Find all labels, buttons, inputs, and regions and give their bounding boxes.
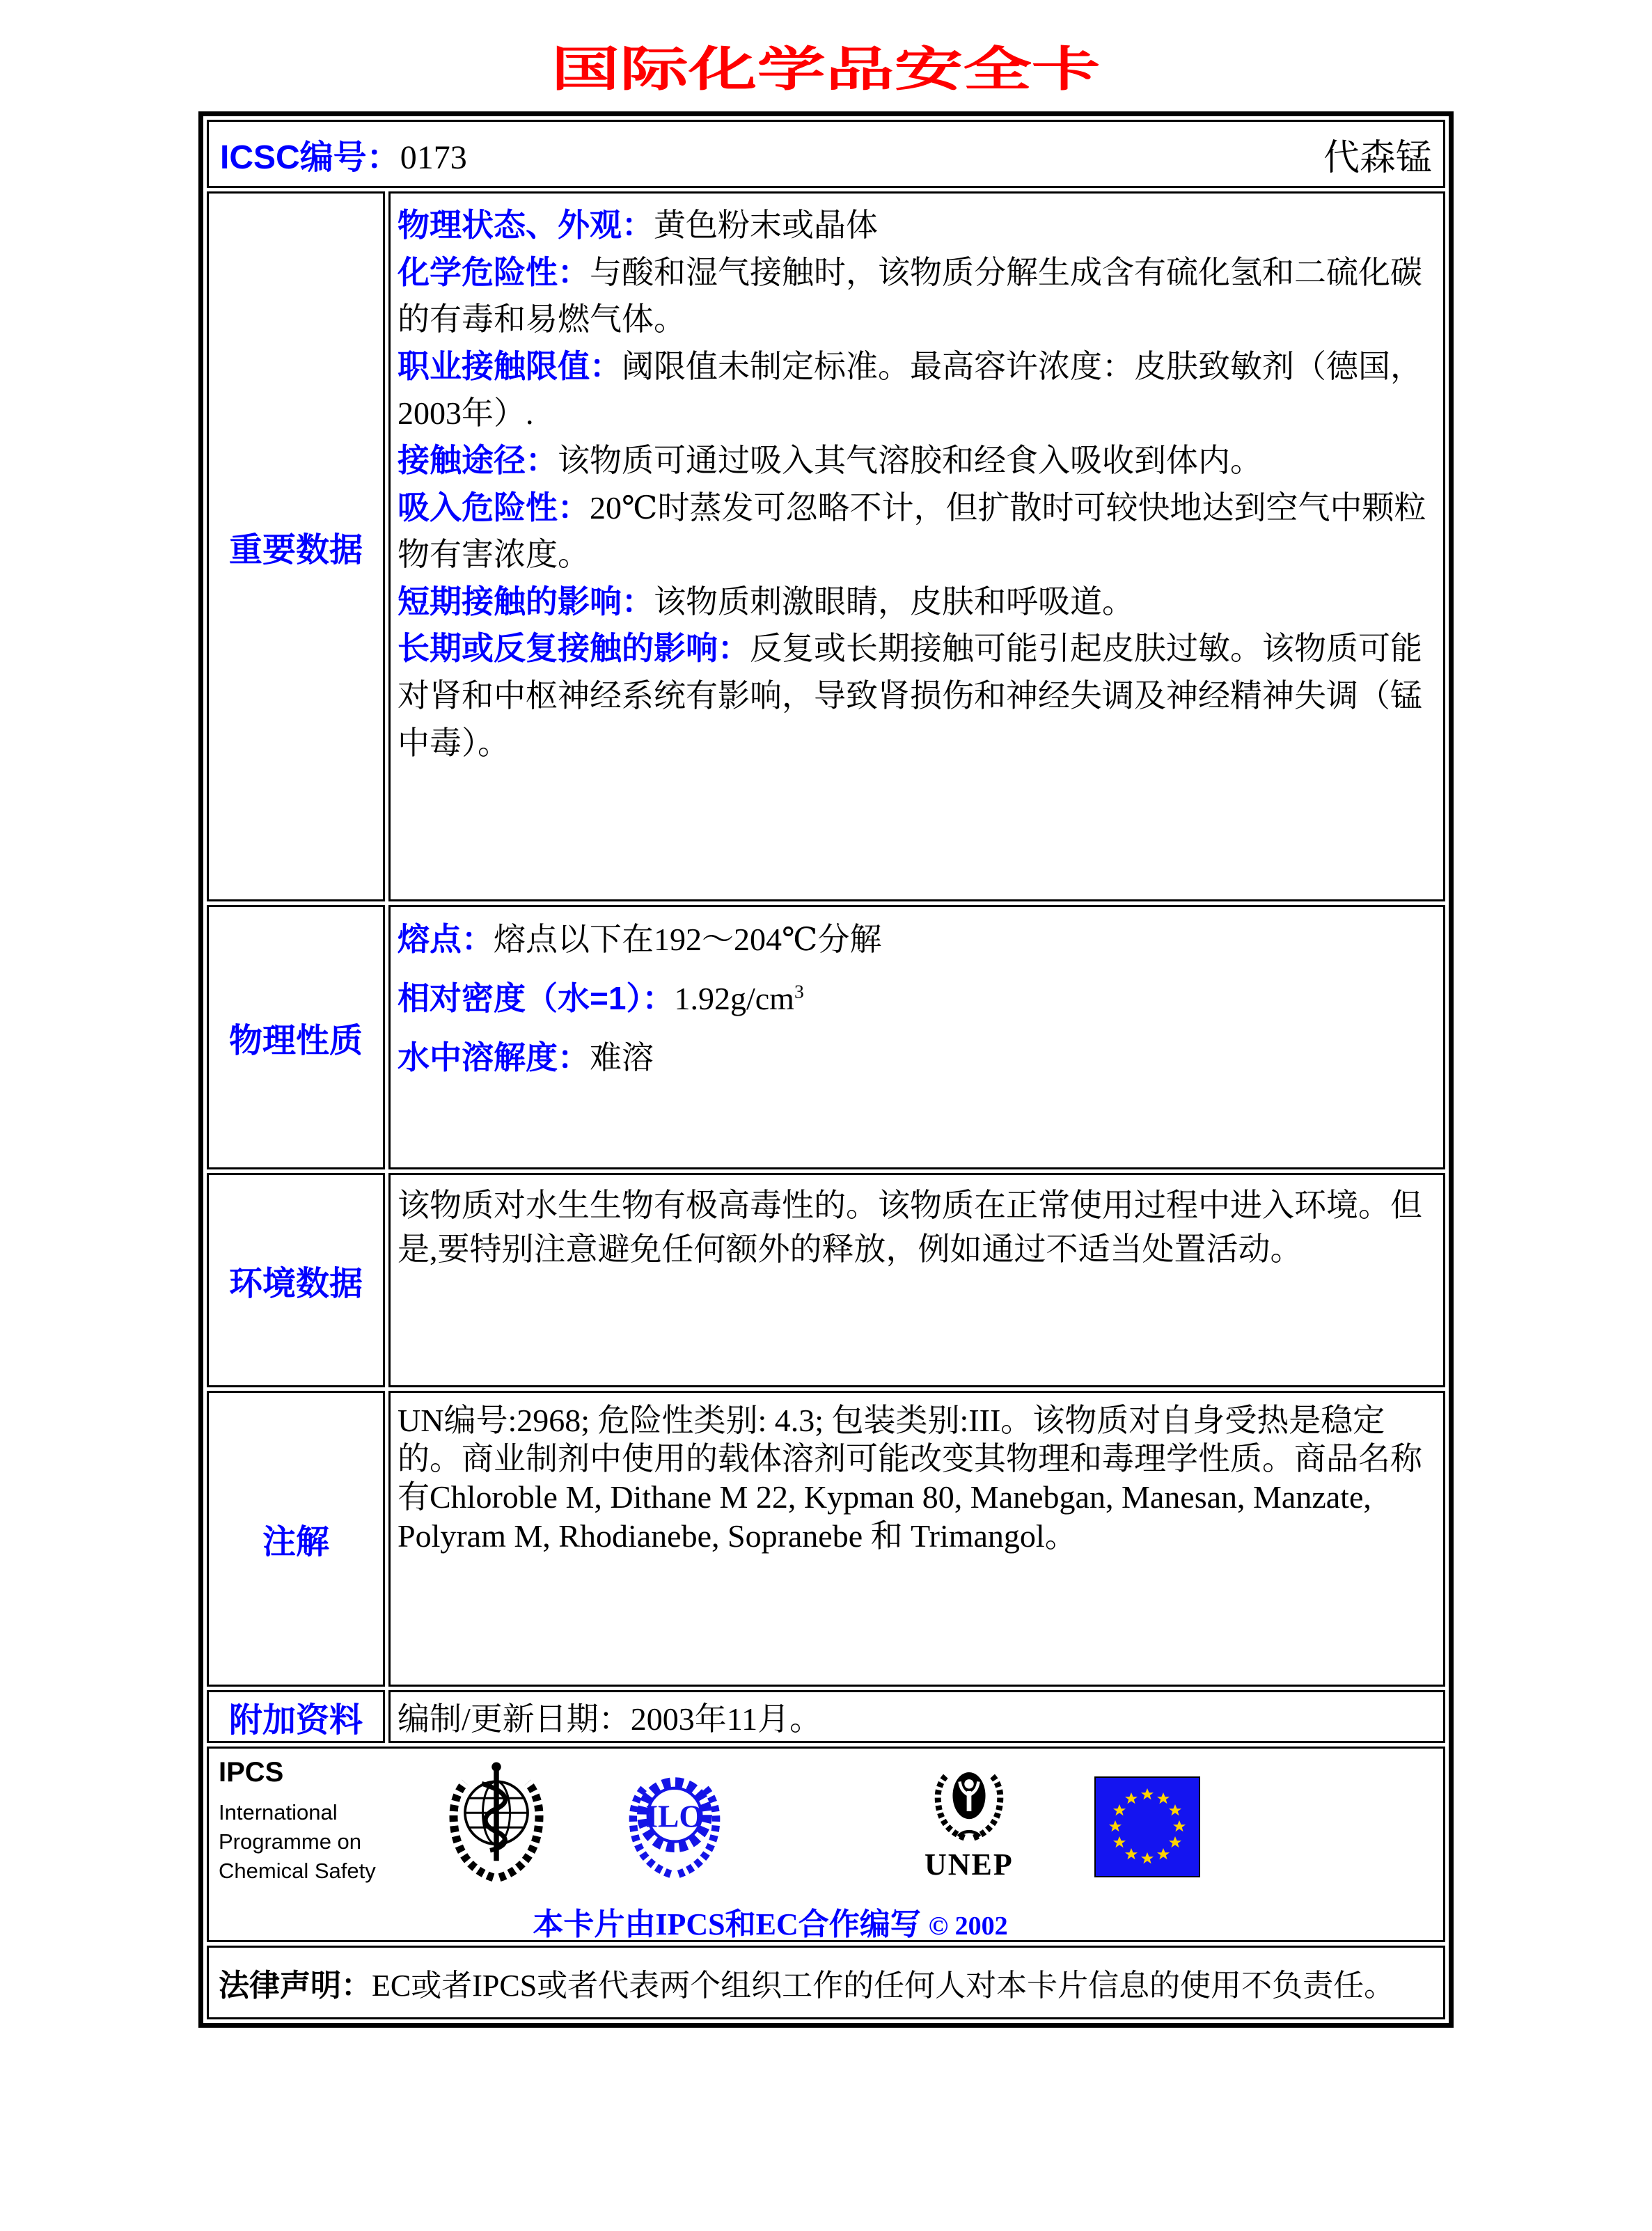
important-data-content (388, 191, 1445, 901)
header-row (207, 120, 1445, 188)
who-logo-icon (444, 1758, 549, 1893)
entry-inhalation-risk (398, 484, 1431, 578)
legal-notice-label: 法律声明： (219, 1969, 372, 2003)
entry-chemical-danger (398, 249, 1431, 343)
section-label-environmental-data: 环境数据 (207, 1173, 385, 1387)
ipcs-line-3: Chemical Safety (219, 1858, 376, 1883)
entry-exposure-route (398, 437, 1431, 484)
icsc-number-group (220, 130, 467, 178)
notes-text: UN编号:2968; 危险性类别: 4.3; 包装类别:III。该物质对自身受热是稳定的。商业制剂中使用的载体溶剂可能改变其物理和毒理学性质。商品名称有Chloroble M, Dithane M 22, Kypman 80, Manebgan, Manesan, Manzate, Polyram M, Rhodianebe, Sopranebe 和 Trimangol。 (398, 1403, 1422, 1554)
entry-text: 该物质可通过吸入其气溶胶和经食入吸收到体内。 (558, 443, 1262, 479)
entry-melting-point (398, 915, 1431, 963)
entry-text: 20℃时蒸发可忽略不计，但扩散时可较快地达到空气中颗粒物有害浓度。 (398, 489, 1426, 573)
environmental-data-content (388, 1173, 1445, 1387)
header-cell (207, 120, 1445, 188)
entry-label: 相对密度（水=1）： (398, 980, 675, 1016)
entry-text: 熔点以下在192～204℃分解 (494, 922, 882, 957)
ilo-logo-letters: ILO (645, 1799, 704, 1834)
copyright-text: © 2002 (928, 1911, 1008, 1941)
entry-text: 反复或长期接触可能引起皮肤过敏。该物质可能对肾和中枢神经系统有影响，导致肾损伤和神经失调及神经精神失调（锰中毒）。 (398, 631, 1422, 761)
ipcs-text-block (219, 1757, 376, 1886)
page-title (0, 0, 1652, 102)
entry-superscript: 3 (794, 980, 804, 1002)
row-environmental-data (207, 1173, 1445, 1387)
entry-label: 长期或反复接触的影响： (398, 630, 750, 667)
substance-name: 代森锰 (1323, 138, 1432, 178)
row-legal-notice (207, 1946, 1445, 2019)
entry-text: 该物质刺激眼睛，皮肤和呼吸道。 (654, 583, 1134, 620)
entry-text: 难溶 (590, 1040, 654, 1075)
cooperation-caption (209, 1899, 1443, 1942)
ipcs-line-1: International (219, 1800, 338, 1824)
row-physical-properties (207, 905, 1445, 1169)
unep-logo-text: UNEP (925, 1847, 1014, 1882)
safety-card-table (198, 111, 1454, 2028)
row-notes (207, 1391, 1445, 1687)
entry-short-term-effects (398, 578, 1431, 626)
entry-label: 接触途径： (398, 442, 558, 479)
legal-notice-text: EC或者IPCS或者代表两个组织工作的任何人对本卡片信息的使用不负责任。 (372, 1969, 1395, 2003)
eu-flag-icon (1094, 1776, 1200, 1881)
entry-physical-state (398, 202, 1431, 249)
row-additional-info (207, 1690, 1445, 1743)
entry-label: 短期接触的影响： (398, 583, 654, 620)
entry-label: 吸入危险性： (398, 489, 590, 526)
entry-label: 水中溶解度： (398, 1039, 590, 1075)
entry-label: 物理状态、外观： (398, 207, 654, 243)
entry-occupational-limit (398, 343, 1431, 437)
icsc-number-value: 0173 (400, 139, 467, 176)
row-logos (207, 1747, 1445, 1942)
page-title-text: 国际化学品安全卡 (551, 42, 1101, 97)
cooperation-caption-text: 本卡片由IPCS和EC合作编写 (533, 1907, 921, 1941)
entry-text: 阈限值未制定标准。最高容许浓度：皮肤致敏剂（德国，2003年）. (398, 348, 1422, 432)
entry-label: 职业接触限值： (398, 347, 622, 384)
section-label-additional-info: 附加资料 (207, 1690, 385, 1743)
row-important-data (207, 191, 1445, 901)
ipcs-title: IPCS (219, 1757, 284, 1788)
logos-cell (207, 1747, 1445, 1942)
unep-logo-icon (925, 1760, 1014, 1882)
legal-notice-cell (207, 1946, 1445, 2019)
additional-info-content (388, 1690, 1445, 1743)
environmental-data-text: 该物质对水生生物有极高毒性的。该物质在正常使用过程中进入环境。但是,要特别注意避免任何额外的释放，例如通过不适当处置活动。 (398, 1188, 1422, 1268)
entry-label: 熔点： (398, 921, 494, 957)
notes-content (388, 1391, 1445, 1687)
physical-properties-content (388, 905, 1445, 1169)
entry-text: 与酸和湿气接触时，该物质分解生成含有硫化氢和二硫化碳的有毒和易燃气体。 (398, 254, 1422, 338)
entry-label: 化学危险性： (398, 253, 590, 290)
entry-text: 1.92g/cm (674, 981, 794, 1016)
section-label-notes: 注解 (207, 1391, 385, 1687)
entry-relative-density (398, 975, 1431, 1023)
icsc-number-label: ICSC编号： (220, 139, 400, 176)
additional-info-text: 编制/更新日期：2003年11月。 (398, 1701, 822, 1737)
entry-water-solubility (398, 1034, 1431, 1082)
section-label-important-data: 重要数据 (207, 191, 385, 901)
ilo-logo-icon (625, 1765, 724, 1886)
section-label-physical-properties: 物理性质 (207, 905, 385, 1169)
entry-long-term-effects (398, 625, 1431, 766)
entry-text: 黄色粉末或晶体 (654, 207, 878, 243)
ipcs-line-2: Programme on (219, 1829, 362, 1854)
